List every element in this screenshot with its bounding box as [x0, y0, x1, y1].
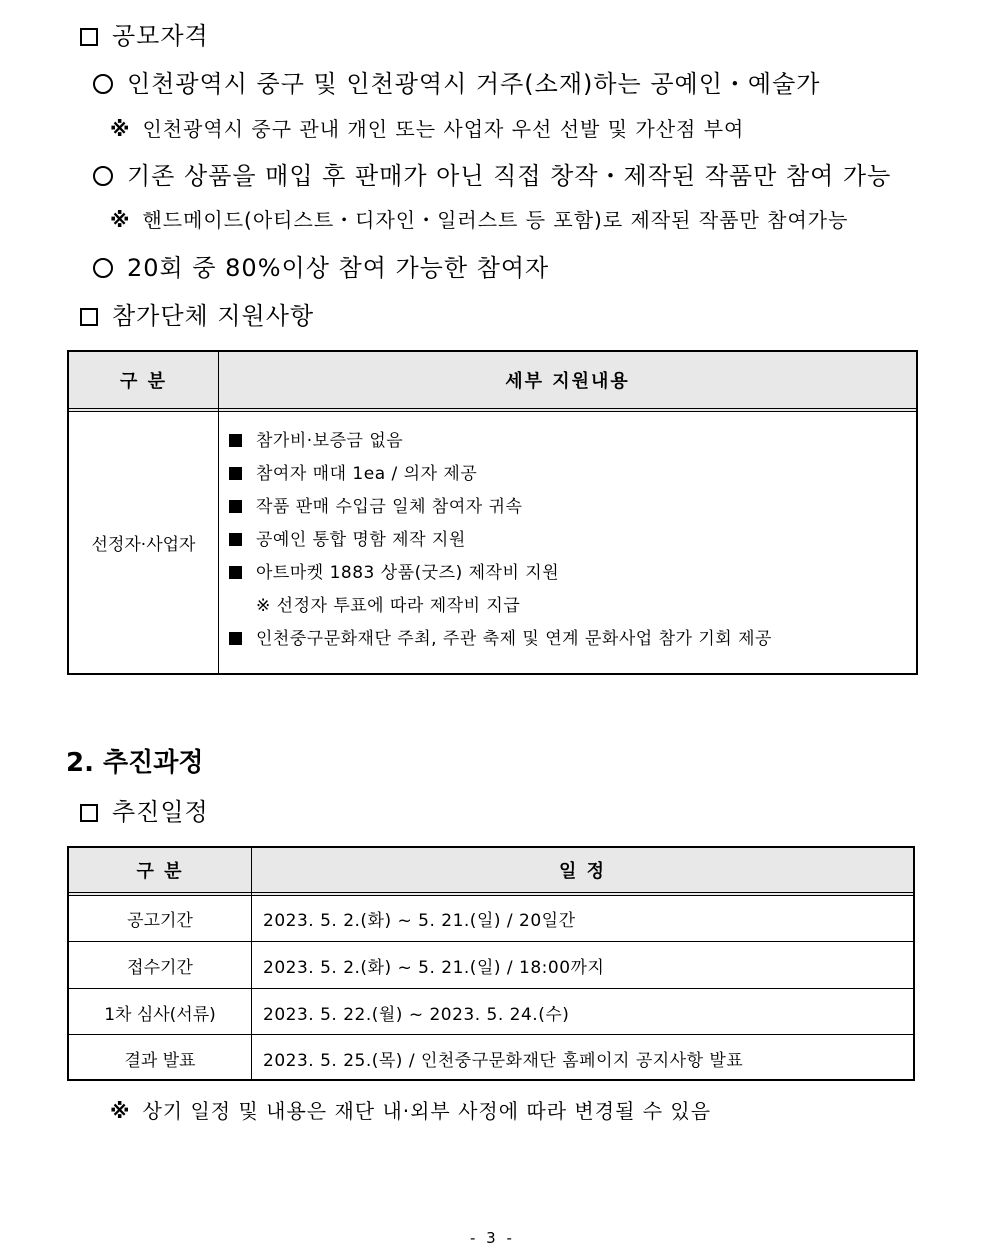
list-item: 참여자 매대 1ea / 의자 제공	[229, 458, 772, 491]
table-row: 공고기간 2023. 5. 2.(화) ~ 5. 21.(일) / 20일간	[127, 910, 576, 931]
eligibility-item-2: 기존 상품을 매입 후 판매가 아닌 직접 창작・제작된 작품만 참여 가능	[93, 156, 891, 191]
support-table-col2-header: 세부 지원내용	[505, 371, 630, 392]
reference-mark-icon: ※	[110, 1099, 131, 1123]
checkbox-square-icon	[80, 28, 98, 46]
list-item: 작품 판매 수입금 일체 참여자 귀속	[229, 491, 772, 524]
eligibility-item-3: 20회 중 80%이상 참여 가능한 참여자	[93, 248, 549, 283]
section-title: 2. 추진과정	[66, 748, 204, 778]
schedule-table	[67, 846, 915, 1081]
circle-bullet-icon	[93, 258, 113, 278]
schedule-table-col1-header: 구 분	[136, 861, 184, 882]
eligibility-note-2: ※ 핸드메이드(아티스트・디자인・일러스트 등 포함)로 제작된 작품만 참여가능	[110, 208, 849, 232]
support-table	[67, 350, 918, 675]
eligibility-item-1: 인천광역시 중구 및 인천광역시 거주(소재)하는 공예인・예술가	[93, 64, 820, 99]
schedule-table-col2-header: 일 정	[558, 861, 607, 882]
eligibility-heading: 공모자격	[80, 16, 209, 51]
process-heading: 추진일정	[80, 792, 209, 827]
table-row: 접수기간 2023. 5. 2.(화) ~ 5. 21.(일) / 18:00까지	[69, 941, 913, 988]
support-list	[229, 425, 772, 656]
reference-mark-icon: ※	[110, 208, 131, 232]
schedule-table-header	[69, 848, 913, 896]
schedule-footnote: ※ 상기 일정 및 내용은 재단 내·외부 사정에 따라 변경될 수 있음	[110, 1099, 712, 1123]
table-row: 1차 심사(서류) 2023. 5. 22.(월) ~ 2023. 5. 24.(수)	[69, 988, 913, 1035]
circle-bullet-icon	[93, 166, 113, 186]
support-heading: 참가단체 지원사항	[80, 296, 314, 331]
circle-bullet-icon	[93, 74, 113, 94]
list-item: 아트마켓 1883 상품(굿즈) 제작비 지원	[229, 557, 772, 590]
page-number: - 3 -	[470, 1229, 515, 1247]
support-table-category: 선정자·사업자	[91, 535, 196, 555]
reference-mark-icon: ※	[110, 117, 131, 141]
square-bullet-icon	[229, 632, 242, 645]
square-bullet-icon	[229, 467, 242, 480]
eligibility-note-1: ※ 인천광역시 중구 관내 개인 또는 사업자 우선 선발 및 가산점 부여	[110, 117, 745, 141]
list-item: 공예인 통합 명함 제작 지원	[229, 524, 772, 557]
table-row: 결과 발표 2023. 5. 25.(목) / 인천중구문화재단 홈페이지 공지사항 발표	[69, 1034, 913, 1081]
square-bullet-icon	[229, 566, 242, 579]
checkbox-square-icon	[80, 804, 98, 822]
list-sub-note: ※ 선정자 투표에 따라 제작비 지급	[256, 596, 521, 616]
square-bullet-icon	[229, 533, 242, 546]
checkbox-square-icon	[80, 308, 98, 326]
square-bullet-icon	[229, 434, 242, 447]
list-item: 인천중구문화재단 주최, 주관 축제 및 연계 문화사업 참가 기회 제공	[229, 623, 772, 656]
list-item: 참가비·보증금 없음	[229, 425, 772, 458]
square-bullet-icon	[229, 500, 242, 513]
support-table-col1-header: 구 분	[119, 371, 168, 392]
